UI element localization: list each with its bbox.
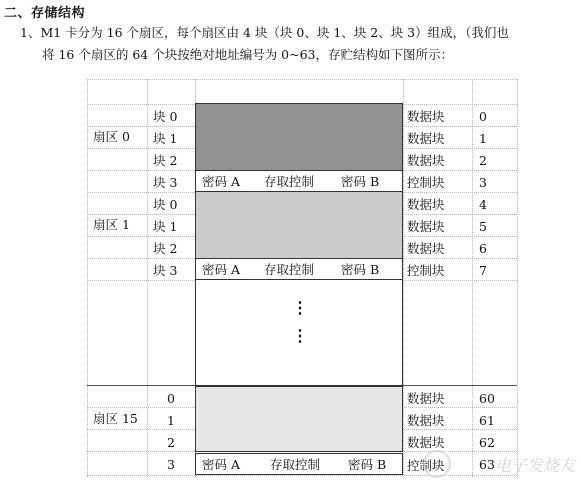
block-address: 6 [479, 241, 487, 256]
sector-label-1: 扇区 1 [93, 217, 130, 232]
block-type: 数据块 [407, 109, 445, 124]
block-address: 7 [479, 263, 487, 278]
block-label: 2 [167, 435, 175, 450]
block-label: 块 1 [153, 131, 178, 146]
block-label: 块 0 [153, 197, 178, 212]
block-address: 0 [479, 109, 487, 124]
intro-paragraph [20, 22, 575, 66]
block-type: 数据块 [407, 391, 445, 406]
block-type: 控制块 [407, 263, 445, 278]
block-label: 块 2 [153, 241, 178, 256]
block-type: 数据块 [407, 435, 445, 450]
storage-structure-table [87, 79, 517, 477]
section-heading: 二、存储结构 [4, 6, 86, 21]
block-address: 60 [479, 391, 495, 406]
block-address: 5 [479, 219, 487, 234]
block-type: 数据块 [407, 413, 445, 428]
sector-0-data-blocks [195, 103, 403, 171]
key-a-label: 密码 A [202, 262, 241, 277]
access-bits-label: 存取控制 [264, 262, 315, 277]
block-address: 4 [479, 197, 487, 212]
intro-line-2: 将 16 个扇区的 64 个块按绝对地址编号为 0~63，存贮结构如下图所示： [42, 47, 454, 62]
block-label: 块 3 [153, 263, 178, 278]
block-type: 数据块 [407, 197, 445, 212]
block-type: 数据块 [407, 153, 445, 168]
intro-line-1: 1、M1 卡分为 16 个扇区，每个扇区由 4 块（块 0、块 1、块 2、块 3）组成，（我们也 [20, 25, 509, 40]
block-label: 块 2 [153, 153, 178, 168]
sector-label-0: 扇区 0 [93, 129, 130, 144]
ellipsis: ⋮ [292, 298, 308, 317]
sector-label-15: 扇区 15 [93, 411, 138, 426]
sector-1-control-block [195, 258, 403, 280]
block-label: 块 0 [153, 109, 178, 124]
block-label: 3 [167, 457, 175, 472]
watermark: 电子发烧友 [494, 456, 575, 475]
block-label: 0 [167, 391, 175, 406]
block-address: 61 [479, 413, 495, 428]
block-type: 控制块 [407, 458, 445, 473]
access-bits-label: 存取控制 [264, 174, 315, 189]
sector-15-data-blocks [195, 386, 403, 452]
key-a-label: 密码 A [202, 174, 241, 189]
block-address: 3 [479, 175, 487, 190]
sector-0-control-block [195, 170, 403, 192]
block-label: 块 3 [153, 175, 178, 190]
key-b-label: 密码 B [348, 457, 387, 472]
sector-15-control-block [195, 453, 403, 475]
block-address: 63 [479, 457, 495, 472]
block-type: 数据块 [407, 131, 445, 146]
block-label: 块 1 [153, 219, 178, 234]
block-type: 数据块 [407, 241, 445, 256]
block-address: 62 [479, 435, 495, 450]
block-address: 1 [479, 131, 487, 146]
ellipsis: ⋮ [292, 326, 308, 345]
watermark-logo-icon [423, 450, 451, 478]
key-a-label: 密码 A [202, 457, 241, 472]
key-b-label: 密码 B [341, 262, 380, 277]
block-type: 数据块 [407, 219, 445, 234]
block-type: 控制块 [407, 175, 445, 190]
block-label: 1 [167, 413, 175, 428]
access-bits-label: 存取控制 [270, 457, 321, 472]
sector-1-data-blocks [195, 191, 403, 259]
key-b-label: 密码 B [341, 174, 380, 189]
block-address: 2 [479, 153, 487, 168]
